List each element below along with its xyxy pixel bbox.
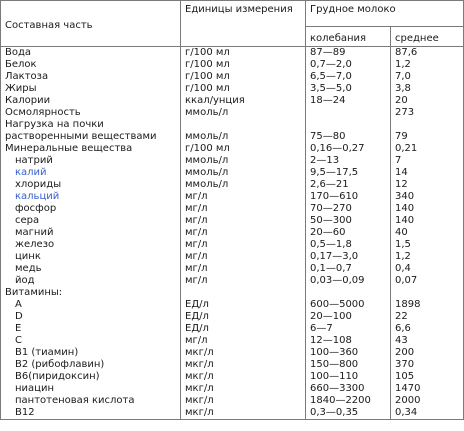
- cell-avg: 40: [391, 227, 464, 239]
- cell-range: 87—89: [306, 47, 391, 60]
- cell-unit: ЕД/л: [181, 299, 306, 311]
- cell-unit: ммоль/л: [181, 179, 306, 191]
- table-row: [1, 407, 464, 420]
- cell-name: хлориды: [1, 179, 181, 191]
- cell-unit: мг/л: [181, 215, 306, 227]
- cell-unit: мкг/л: [181, 347, 306, 359]
- cell-range: 9,5—17,5: [306, 167, 391, 179]
- cell-range: 75—80: [306, 131, 391, 143]
- cell-avg: 14: [391, 167, 464, 179]
- cell-name: йод: [1, 275, 181, 287]
- cell-unit: ммоль/л: [181, 107, 306, 119]
- cell-unit: мг/л: [181, 227, 306, 239]
- cell-unit: мг/л: [181, 335, 306, 347]
- cell-unit: ммоль/л: [181, 167, 306, 179]
- cell-name: Жиры: [1, 83, 181, 95]
- cell-unit: мг/л: [181, 203, 306, 215]
- cell-range: 50—300: [306, 215, 391, 227]
- cell-range: [306, 287, 391, 299]
- cell-range: 20—60: [306, 227, 391, 239]
- cell-unit: [181, 287, 306, 299]
- cell-name: D: [1, 311, 181, 323]
- cell-range: 12—108: [306, 335, 391, 347]
- table-row: [1, 167, 464, 179]
- table-row: [1, 251, 464, 263]
- table-row: [1, 191, 464, 203]
- cell-name: В6(пиридоксин): [1, 371, 181, 383]
- table-row: [1, 155, 464, 167]
- cell-avg: 1,2: [391, 251, 464, 263]
- table-row: [1, 47, 464, 60]
- cell-name: натрий: [1, 155, 181, 167]
- table-row: [1, 215, 464, 227]
- cell-avg: 0,21: [391, 143, 464, 155]
- cell-range: 2,6—21: [306, 179, 391, 191]
- cell-avg: 0,4: [391, 263, 464, 275]
- cell-avg: 140: [391, 203, 464, 215]
- cell-name: С: [1, 335, 181, 347]
- cell-name[interactable]: калий: [1, 167, 181, 179]
- table-row: [1, 347, 464, 359]
- table-row: [1, 107, 464, 119]
- cell-unit: г/100 мл: [181, 59, 306, 71]
- cell-avg: 3,8: [391, 83, 464, 95]
- cell-unit: г/100 мл: [181, 71, 306, 83]
- cell-avg: 2000: [391, 395, 464, 407]
- cell-name: фосфор: [1, 203, 181, 215]
- cell-range: 150—800: [306, 359, 391, 371]
- table-body: [1, 47, 464, 420]
- cell-unit: ммоль/л: [181, 131, 306, 143]
- cell-range: 0,16—0,27: [306, 143, 391, 155]
- cell-name: медь: [1, 263, 181, 275]
- table-row: [1, 203, 464, 215]
- table-row: [1, 311, 464, 323]
- cell-name: Белок: [1, 59, 181, 71]
- cell-range: [306, 107, 391, 119]
- cell-range: 0,3—0,35: [306, 407, 391, 420]
- cell-range: 600—5000: [306, 299, 391, 311]
- cell-name: сера: [1, 215, 181, 227]
- cell-unit: мг/л: [181, 263, 306, 275]
- cell-unit: мкг/л: [181, 359, 306, 371]
- cell-unit: г/100 мл: [181, 143, 306, 155]
- cell-range: 20—100: [306, 311, 391, 323]
- cell-unit: мг/л: [181, 275, 306, 287]
- cell-unit: ЕД/л: [181, 323, 306, 335]
- cell-name: В2 (рибофлавин): [1, 359, 181, 371]
- cell-name[interactable]: кальций: [1, 191, 181, 203]
- table-row: [1, 263, 464, 275]
- cell-name: железо: [1, 239, 181, 251]
- cell-unit: г/100 мл: [181, 83, 306, 95]
- header-units: [181, 1, 306, 47]
- cell-name: В12: [1, 407, 181, 420]
- table-row: [1, 299, 464, 311]
- cell-avg: 79: [391, 131, 464, 143]
- header-range: колебания: [306, 27, 391, 47]
- cell-unit: [181, 119, 306, 131]
- cell-unit: мг/л: [181, 251, 306, 263]
- table-row: [1, 59, 464, 71]
- table-row: [1, 239, 464, 251]
- cell-unit: мкг/л: [181, 407, 306, 420]
- cell-name: Нагрузка на почки: [1, 119, 181, 131]
- cell-name: Лактоза: [1, 71, 181, 83]
- cell-name: магний: [1, 227, 181, 239]
- cell-avg: 6,6: [391, 323, 464, 335]
- cell-avg: 22: [391, 311, 464, 323]
- cell-unit: мкг/л: [181, 395, 306, 407]
- cell-avg: 87,6: [391, 47, 464, 60]
- cell-range: 660—3300: [306, 383, 391, 395]
- table-row: [1, 179, 464, 191]
- cell-name: А: [1, 299, 181, 311]
- cell-range: 18—24: [306, 95, 391, 107]
- cell-unit: мкг/л: [181, 383, 306, 395]
- cell-range: 3,5—5,0: [306, 83, 391, 95]
- table-row: [1, 227, 464, 239]
- cell-range: [306, 119, 391, 131]
- cell-avg: 370: [391, 359, 464, 371]
- cell-unit: мг/л: [181, 239, 306, 251]
- cell-avg: 0,34: [391, 407, 464, 420]
- cell-range: 0,03—0,09: [306, 275, 391, 287]
- cell-unit: мг/л: [181, 191, 306, 203]
- cell-range: 170—610: [306, 191, 391, 203]
- cell-avg: 273: [391, 107, 464, 119]
- cell-range: 2—13: [306, 155, 391, 167]
- table-row: [1, 95, 464, 107]
- cell-unit: мкг/л: [181, 371, 306, 383]
- cell-avg: 7,0: [391, 71, 464, 83]
- cell-name: цинк: [1, 251, 181, 263]
- cell-avg: [391, 119, 464, 131]
- cell-avg: 20: [391, 95, 464, 107]
- cell-range: 6,5—7,0: [306, 71, 391, 83]
- cell-range: 6—7: [306, 323, 391, 335]
- header-avg: среднее: [391, 27, 464, 47]
- cell-avg: 1,5: [391, 239, 464, 251]
- table-row: [1, 371, 464, 383]
- table-row: [1, 83, 464, 95]
- cell-avg: 7: [391, 155, 464, 167]
- cell-avg: 105: [391, 371, 464, 383]
- table-row: [1, 119, 464, 131]
- cell-avg: 0,07: [391, 275, 464, 287]
- cell-name: растворенными веществами: [1, 131, 181, 143]
- cell-avg: [391, 287, 464, 299]
- cell-avg: 200: [391, 347, 464, 359]
- table-row: [1, 131, 464, 143]
- table-row: [1, 359, 464, 371]
- cell-name: Е: [1, 323, 181, 335]
- cell-range: 0,17—3,0: [306, 251, 391, 263]
- cell-range: 0,5—1,8: [306, 239, 391, 251]
- header-units-text: Единицы измерения: [185, 4, 293, 15]
- cell-name: Осмолярность: [1, 107, 181, 119]
- table-row: [1, 287, 464, 299]
- cell-name: Вода: [1, 47, 181, 60]
- cell-name: пантотеновая кислота: [1, 395, 181, 407]
- cell-range: 1840—2200: [306, 395, 391, 407]
- header-milk: Грудное молоко: [306, 1, 464, 27]
- cell-name: Калории: [1, 95, 181, 107]
- cell-avg: 43: [391, 335, 464, 347]
- cell-unit: ккал/унция: [181, 95, 306, 107]
- cell-name: Минеральные вещества: [1, 143, 181, 155]
- cell-avg: 12: [391, 179, 464, 191]
- cell-avg: 1898: [391, 299, 464, 311]
- cell-unit: г/100 мл: [181, 47, 306, 60]
- cell-name: Витамины:: [1, 287, 181, 299]
- cell-unit: ЕД/л: [181, 311, 306, 323]
- cell-range: 0,1—0,7: [306, 263, 391, 275]
- cell-avg: 1,2: [391, 59, 464, 71]
- cell-range: 100—110: [306, 371, 391, 383]
- cell-avg: 340: [391, 191, 464, 203]
- table-row: [1, 335, 464, 347]
- table-row: [1, 323, 464, 335]
- table-row: [1, 275, 464, 287]
- table-row: [1, 143, 464, 155]
- header-part: Составная часть: [1, 1, 181, 47]
- table-row: [1, 71, 464, 83]
- table-row: [1, 383, 464, 395]
- cell-name: В1 (тиамин): [1, 347, 181, 359]
- cell-range: 100—360: [306, 347, 391, 359]
- cell-range: 0,7—2,0: [306, 59, 391, 71]
- table-row: [1, 395, 464, 407]
- cell-range: 70—270: [306, 203, 391, 215]
- cell-name: ниацин: [1, 383, 181, 395]
- cell-avg: 1470: [391, 383, 464, 395]
- cell-avg: 140: [391, 215, 464, 227]
- cell-unit: ммоль/л: [181, 155, 306, 167]
